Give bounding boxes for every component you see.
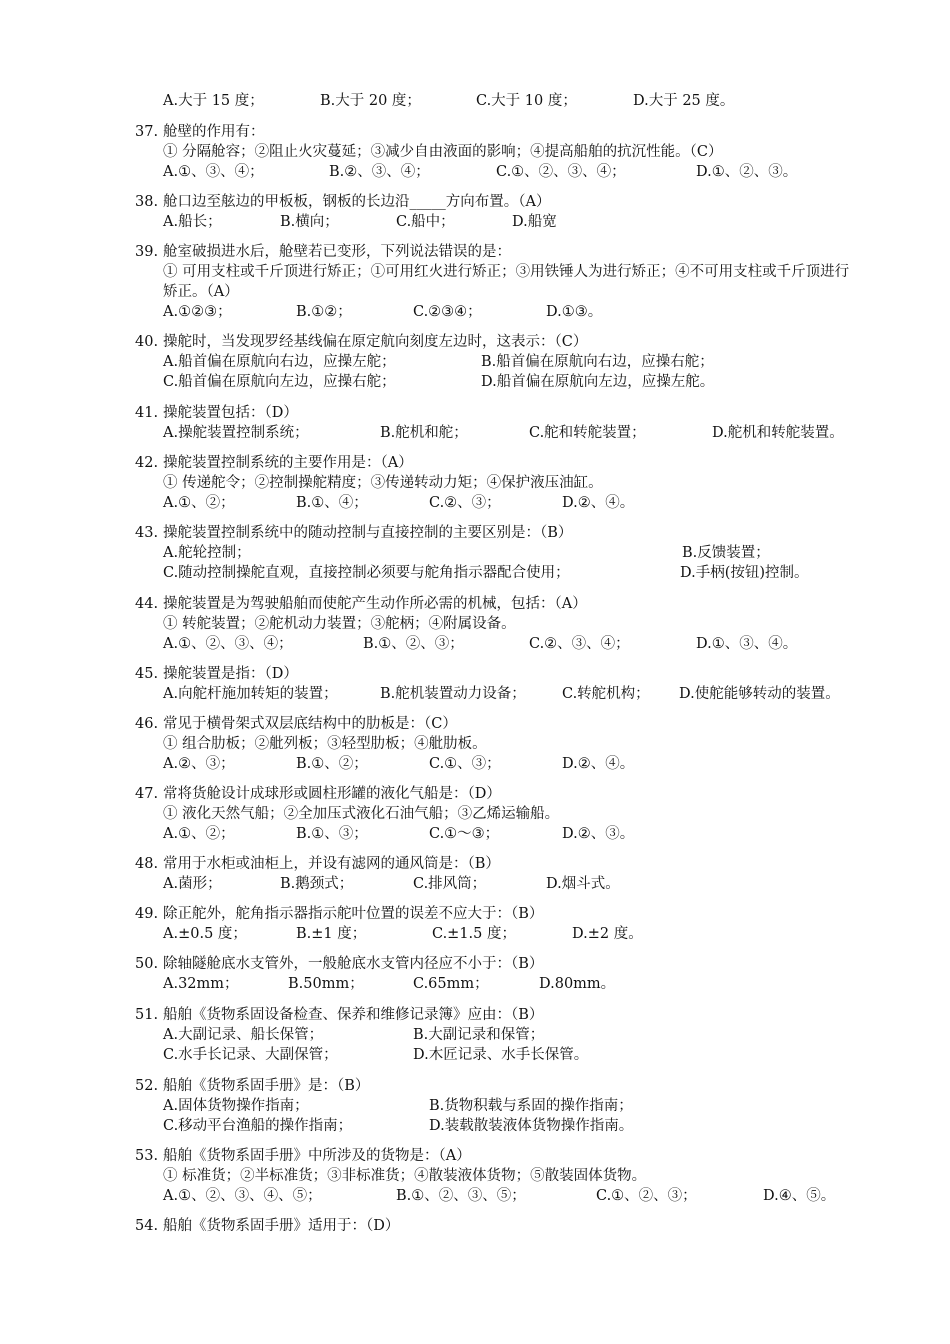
- question-number: 43.: [135, 525, 159, 541]
- option-b: B.±1 度；: [296, 926, 367, 942]
- option-d: D.木匠记录、水手长保管。: [413, 1047, 589, 1063]
- question-number: 50.: [135, 956, 159, 972]
- question-number: 37.: [135, 124, 159, 140]
- option-b: B.①、③；: [296, 826, 368, 842]
- option-a: A.32mm；: [163, 976, 239, 992]
- option-d: D.②、④。: [562, 495, 635, 511]
- question-text: 船舶《货物系固手册》中所涉及的货物是：（A）: [163, 1148, 471, 1164]
- option-b: B.船首偏在原航向右边，应操右舵；: [481, 354, 714, 370]
- option-c: C.水手长记录、大副保管；: [163, 1047, 338, 1063]
- question-45: [135, 664, 875, 704]
- question-text: 操舵装置控制系统中的随动控制与直接控制的主要区别是：（B）: [163, 525, 573, 541]
- question-50: [135, 954, 875, 994]
- option-a: A.大于 15 度；: [163, 93, 264, 109]
- question-number: 47.: [135, 786, 159, 802]
- option-c: C.②、③；: [429, 495, 501, 511]
- question-54: [135, 1216, 875, 1236]
- question-40: [135, 332, 875, 392]
- option-a: A.①②③；: [163, 304, 232, 320]
- option-c: C.随动控制操舵直观，直接控制必须要与舵角指示器配合使用；: [163, 565, 570, 581]
- question-number: 53.: [135, 1148, 159, 1164]
- question-text: 常见于横骨架式双层底结构中的肋板是：（C）: [163, 716, 457, 732]
- option-c: C.大于 10 度；: [476, 93, 577, 109]
- option-a: A.向舵杆施加转矩的装置；: [163, 686, 338, 702]
- question-items: ① 标准货；②半标准货；③非标准货；④散装液体货物；⑤散装固体货物。: [163, 1168, 647, 1184]
- option-d: D.①、③、④。: [696, 636, 798, 652]
- option-a: A.船首偏在原航向右边，应操左舵；: [163, 354, 396, 370]
- option-c: C.移动平台渔船的操作指南；: [163, 1118, 353, 1134]
- option-d: D.①③。: [546, 304, 603, 320]
- question-text: 常将货舱设计成球形或圆柱形罐的液化气船是：（D）: [163, 786, 501, 802]
- option-a: A.菌形；: [163, 876, 222, 892]
- option-b: B.50mm；: [288, 976, 364, 992]
- question-44: [135, 594, 875, 654]
- option-c: C.转舵机构；: [562, 686, 650, 702]
- option-c: C.②、③、④；: [529, 636, 630, 652]
- option-c: C.排风筒；: [413, 876, 487, 892]
- option-a: A.①、②；: [163, 495, 235, 511]
- question-51: [135, 1005, 875, 1065]
- option-d: D.①、②、③。: [696, 164, 798, 180]
- question-number: 44.: [135, 596, 159, 612]
- question-42: [135, 453, 875, 513]
- question-text: 操舵装置是指：（D）: [163, 666, 298, 682]
- option-c: C.①、②、③、④；: [496, 164, 626, 180]
- option-a: A.①、②、③、④、⑤；: [163, 1188, 322, 1204]
- option-b: B.②、③、④；: [329, 164, 430, 180]
- option-d: D.大于 25 度。: [633, 93, 735, 109]
- option-a: A.操舵装置控制系统；: [163, 425, 309, 441]
- option-c: C.±1.5 度；: [432, 926, 517, 942]
- question-number: 52.: [135, 1078, 159, 1094]
- question-items: ① 液化天然气船；②全加压式液化石油气船；③乙烯运输船。: [163, 806, 560, 822]
- question-41: [135, 403, 875, 443]
- option-b: B.货物积载与系固的操作指南；: [429, 1098, 633, 1114]
- option-b: B.①、②；: [296, 756, 368, 772]
- question-37: [135, 122, 875, 182]
- option-b: B.反馈装置；: [682, 545, 770, 561]
- question-49: [135, 904, 875, 944]
- option-c: C.船中；: [396, 214, 455, 230]
- question-number: 49.: [135, 906, 159, 922]
- option-d: D.②、④。: [562, 756, 635, 772]
- question-text: 操舵装置包括：（D）: [163, 405, 298, 421]
- question-number: 42.: [135, 455, 159, 471]
- option-a: A.①、②、③、④；: [163, 636, 293, 652]
- option-d: D.船首偏在原航向左边，应操左舵。: [481, 374, 715, 390]
- option-b: B.①、②、③、⑤；: [396, 1188, 526, 1204]
- question-38: [135, 192, 875, 232]
- question-text: 常用于水柜或油柜上，并设有滤网的通风筒是：（B）: [163, 856, 500, 872]
- question-items: ① 组合肋板；②舭列板；③轻型肋板；④舭肋板。: [163, 736, 487, 752]
- option-b: B.横向；: [280, 214, 339, 230]
- question-text: 操舵装置是为驾驶船舶而使舵产生动作所必需的机械，包括：（A）: [163, 596, 587, 612]
- question-36-tail: [135, 91, 875, 111]
- question-52: [135, 1076, 875, 1136]
- question-text: 船舶《货物系固设备检查、保养和维修记录簿》应由：（B）: [163, 1007, 544, 1023]
- question-items: ① 分隔舱容；②阻止火灾蔓延；③减少自由液面的影响；④提高船舶的抗沉性能。（C）: [163, 144, 723, 160]
- option-a: A.舵轮控制；: [163, 545, 251, 561]
- option-b: B.①、②、③；: [363, 636, 464, 652]
- question-46: [135, 714, 875, 774]
- option-a: A.②、③；: [163, 756, 235, 772]
- option-b: B.舵机装置动力设备；: [380, 686, 526, 702]
- question-text: 船舶《货物系固手册》适用于：（D）: [163, 1218, 400, 1234]
- option-c: C.舵和转舵装置；: [529, 425, 646, 441]
- option-d: D.舵机和转舵装置。: [712, 425, 844, 441]
- question-text: 舱口边至舷边的甲板板，钢板的长边沿_____方向布置。（A）: [163, 194, 551, 210]
- question-number: 40.: [135, 334, 159, 350]
- question-39: [135, 242, 875, 322]
- option-d: D.船宽: [512, 214, 557, 230]
- option-d: D.使舵能够转动的装置。: [679, 686, 840, 702]
- question-number: 54.: [135, 1218, 159, 1234]
- question-text: 船舶《货物系固手册》是：（B）: [163, 1078, 370, 1094]
- question-number: 39.: [135, 244, 159, 260]
- option-d: D.±2 度。: [572, 926, 643, 942]
- question-43: [135, 523, 875, 583]
- option-a: A.±0.5 度；: [163, 926, 247, 942]
- option-d: D.手柄(按钮)控制。: [680, 565, 809, 581]
- question-items: ① 可用支柱或千斤顶进行矫正；①可用红火进行矫正；③用铁锤人为进行矫正；④不可用支柱或千斤顶进行矫正。（A）: [163, 264, 850, 300]
- question-text: 除正舵外，舵角指示器指示舵叶位置的误差不应大于：（B）: [163, 906, 544, 922]
- option-a: A.固体货物操作指南；: [163, 1098, 309, 1114]
- option-b: B.大于 20 度；: [320, 93, 421, 109]
- option-b: B.鹅颈式；: [280, 876, 354, 892]
- option-b: B.①②；: [296, 304, 352, 320]
- question-items: ① 传递舵令；②控制操舵精度；③传递转动力矩；④保护液压油缸。: [163, 475, 603, 491]
- question-number: 48.: [135, 856, 159, 872]
- option-d: D.80mm。: [539, 976, 616, 992]
- option-c: C.②③④；: [413, 304, 482, 320]
- question-48: [135, 854, 875, 894]
- option-c: C.船首偏在原航向左边，应操右舵；: [163, 374, 396, 390]
- question-text: 舱壁的作用有：: [163, 124, 265, 140]
- question-number: 51.: [135, 1007, 159, 1023]
- option-d: D.②、③。: [562, 826, 635, 842]
- option-d: D.④、⑤。: [763, 1188, 836, 1204]
- option-a: A.大副记录、船长保管；: [163, 1027, 324, 1043]
- option-d: D.烟斗式。: [546, 876, 620, 892]
- question-text: 操舵装置控制系统的主要作用是：（A）: [163, 455, 413, 471]
- option-a: A.①、②；: [163, 826, 235, 842]
- option-a: A.船长；: [163, 214, 222, 230]
- option-b: B.舵机和舵；: [380, 425, 468, 441]
- option-d: D.装载散装液体货物操作指南。: [429, 1118, 634, 1134]
- option-b: B.①、④；: [296, 495, 368, 511]
- question-53: [135, 1146, 875, 1206]
- question-number: 38.: [135, 194, 159, 210]
- option-a: A.①、③、④；: [163, 164, 264, 180]
- question-text: 舱室破损进水后，舱壁若已变形，下列说法错误的是：: [163, 244, 511, 260]
- question-number: 46.: [135, 716, 159, 732]
- option-b: B.大副记录和保管；: [413, 1027, 545, 1043]
- question-47: [135, 784, 875, 844]
- question-text: 操舵时，当发现罗经基线偏在原定航向刻度左边时，这表示：（C）: [163, 334, 588, 350]
- option-c: C.①、②、③；: [596, 1188, 697, 1204]
- question-items: ① 转舵装置；②舵机动力装置；③舵柄；④附属设备。: [163, 616, 516, 632]
- option-c: C.①～③；: [429, 826, 500, 842]
- option-c: C.①、③；: [429, 756, 501, 772]
- option-c: C.65mm；: [413, 976, 489, 992]
- question-number: 41.: [135, 405, 159, 421]
- question-text: 除轴隧舱底水支管外，一般舱底水支管内径应不小于：（B）: [163, 956, 544, 972]
- question-number: 45.: [135, 666, 159, 682]
